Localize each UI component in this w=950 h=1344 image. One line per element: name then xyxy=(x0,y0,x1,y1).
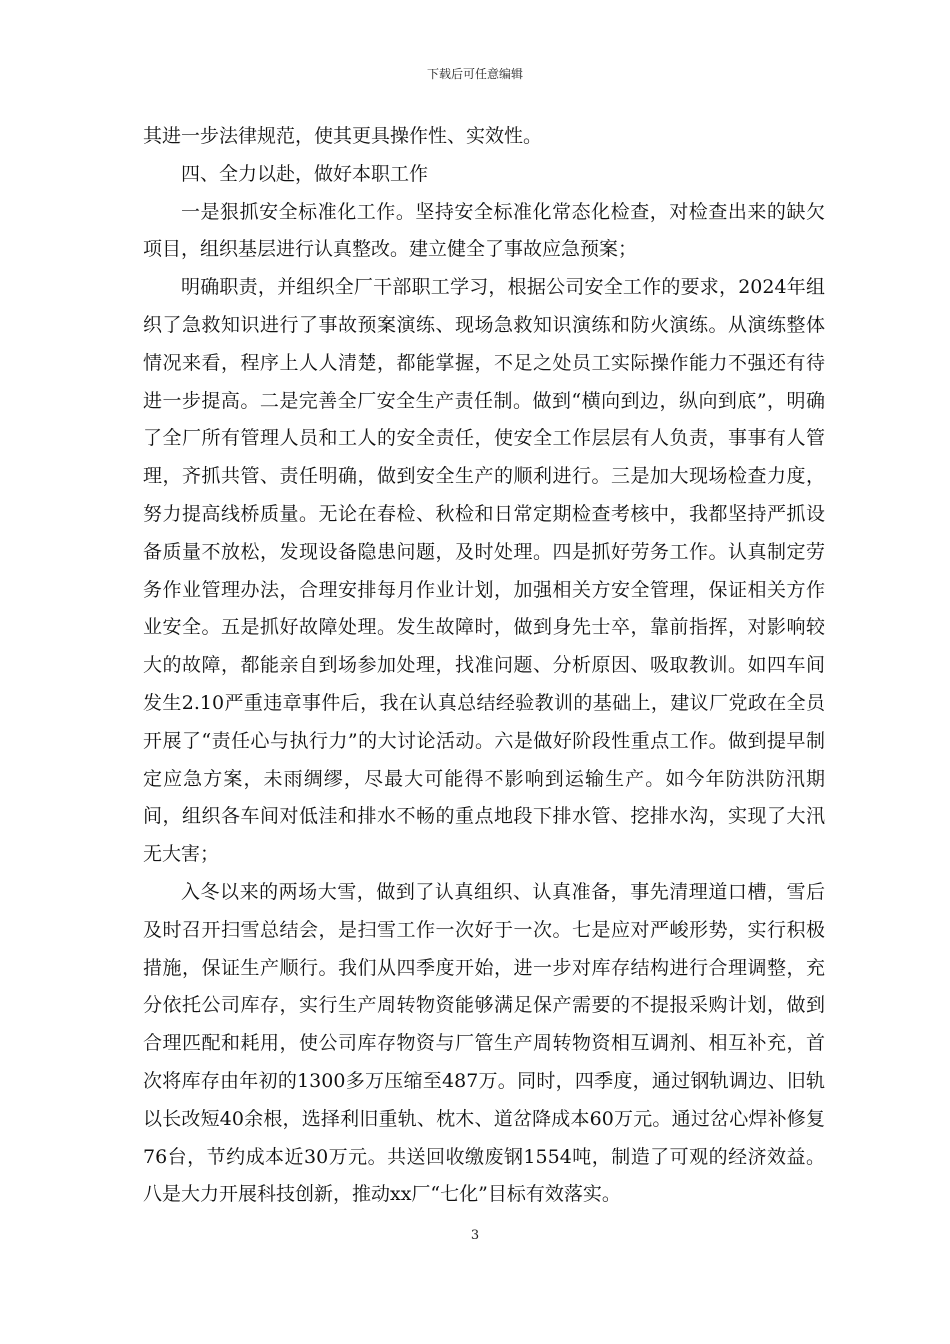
page-header: 下载后可任意编辑 xyxy=(426,67,523,81)
paragraph-4: 明确职责，并组织全厂干部职工学习，根据公司安全工作的要求，2024年组织了急救知识进行了事故预案演练、现场急救知识演练和防火演练。从演练整体情况来看，程序上人人清楚，都能掌握，不足之处员工实际操作能力不强还有待进一步提高。二是完善全厂安全生产责任制。做到“横向到边，纵向到底”，明确了全厂所有管理人员和工人的安全责任，使安全工作层层有人负责，事事有人管理，齐抓共管、责任明确，做到安全生产的顺利进行。三是加大现场检查力度，努力提高线桥质量。无论在春检、秋检和日常定期检查考核中，我都坚持严抓设备质量不放松，发现设备隐患问题，及时处理。四是抓好劳务工作。认真制定劳务作业管理办法，合理安排每月作业计划，加强相关方安全管理，保证相关方作业安全。五是抓好故障处理。发生故障时，做到身先士卒，靠前指挥，对影响较大的故障，都能亲自到场参加处理，找准问题、分析原因、吸取教训。如四车间发生2.10严重违章事件后，我在认真总结经验教训的基础上，建议厂党政在全员开展了“责任心与执行力”的大讨论活动。六是做好阶段性重点工作。做到提早制定应急方案，未雨绸缪，尽最大可能得不影响到运输生产。如今年防洪防汛期间，组织各车间对低洼和排水不畅的重点地段下排水管、挖排水沟，实现了大汛无大害； xyxy=(143,276,825,866)
document-body xyxy=(143,118,825,1214)
paragraph-3: 一是狠抓安全标准化工作。坚持安全标准化常态化检查，对检查出来的缺欠项目，组织基层进行认真整改。建立健全了事故应急预案； xyxy=(143,200,825,261)
page-number: 3 xyxy=(470,1228,480,1243)
paragraph-1: 其进一步法律规范，使其更具操作性、实效性。 xyxy=(143,125,543,147)
section-heading: 四、全力以赴，做好本职工作 xyxy=(181,162,429,185)
paragraph-5: 入冬以来的两场大雪，做到了认真组织、认真准备，事先清理道口槽，雪后及时召开扫雪总结会，是扫雪工作一次好于一次。七是应对严峻形势，实行积极措施，保证生产顺行。我们从四季度开始，进一步对库存结构进行合理调整，充分依托公司库存，实行生产周转物资能够满足保产需要的不提报采购计划，做到合理匹配和耗用，使公司库存物资与厂管生产周转物资相互调剂、相互补充，首次将库存由年初的1300多万压缩至487万。同时，四季度，通过钢轨调边、旧轨以长改短40余根，选择利旧重轨、枕木、道岔降成本60万元。通过岔心焊补修复76台，节约成本近30万元。共送回收缴废钢1554吨，制造了可观的经济效益。八是大力开展科技创新，推动xx厂“七化”目标有效落实。 xyxy=(143,880,825,1206)
